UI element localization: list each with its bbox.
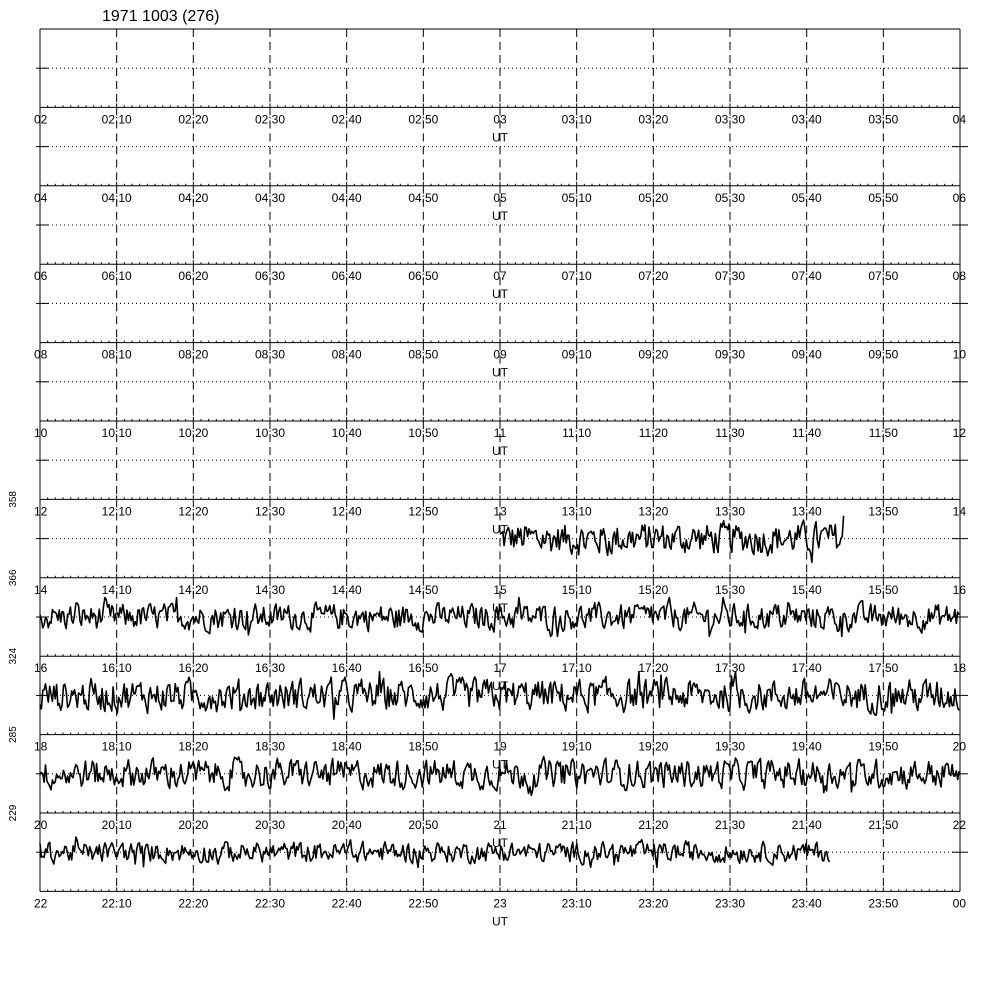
x-tick-label: 16 xyxy=(34,661,48,676)
x-tick-label: 13:50 xyxy=(868,504,899,519)
x-tick-label: 12:20 xyxy=(178,504,209,519)
ut-axis-label: UT xyxy=(492,365,508,380)
x-tick-label: 12 xyxy=(952,426,966,440)
x-tick-label: 08:20 xyxy=(178,347,209,362)
x-tick-label: 07:20 xyxy=(638,269,669,284)
x-tick-label: 04:50 xyxy=(408,190,439,205)
x-tick-label: 10:50 xyxy=(408,426,439,440)
x-tick-label: 20:30 xyxy=(254,818,286,832)
ut-axis-label: UT xyxy=(492,757,508,772)
x-tick-label: 22 xyxy=(34,896,48,911)
x-tick-label: 15:10 xyxy=(561,582,592,597)
x-tick-label: 02 xyxy=(34,112,48,127)
ut-axis-label: UT xyxy=(492,208,508,223)
x-tick-label: 15:20 xyxy=(638,582,669,597)
ut-axis-label: UT xyxy=(492,130,508,145)
x-tick-label: 16 xyxy=(952,582,966,597)
x-tick-label: 18:30 xyxy=(254,739,286,754)
ut-axis-label: UT xyxy=(492,444,508,458)
x-tick-label: 21:40 xyxy=(791,818,822,832)
x-tick-label: 18 xyxy=(34,739,48,754)
x-tick-label: 18:20 xyxy=(178,739,209,754)
x-tick-label: 18:10 xyxy=(101,739,132,754)
x-tick-label: 13:40 xyxy=(791,504,822,519)
x-tick-label: 10 xyxy=(34,426,48,440)
x-tick-label: 05:20 xyxy=(638,190,669,205)
x-tick-label: 06:20 xyxy=(178,269,209,284)
x-tick-label: 23 xyxy=(493,896,507,911)
x-tick-label: 14 xyxy=(34,582,48,597)
x-tick-label: 21:30 xyxy=(714,818,746,832)
x-tick-label: 11:40 xyxy=(792,426,822,440)
x-tick-label: 09:10 xyxy=(561,347,592,362)
x-tick-label: 08:40 xyxy=(331,347,362,362)
x-tick-label: 16:40 xyxy=(331,661,362,676)
x-tick-label: 06:30 xyxy=(254,269,286,284)
x-tick-label: 08:30 xyxy=(254,347,286,362)
x-tick-label: 20:10 xyxy=(101,818,132,832)
ut-axis-label: UT xyxy=(492,522,508,537)
x-tick-label: 20 xyxy=(952,739,966,754)
x-tick-label: 19:40 xyxy=(791,739,822,754)
x-tick-label: 11 xyxy=(493,426,507,440)
x-tick-label: 11:30 xyxy=(715,426,745,440)
x-tick-label: 23:40 xyxy=(791,896,822,911)
x-tick-label: 03:20 xyxy=(638,112,669,127)
station-y-label: 324 xyxy=(8,647,19,665)
x-tick-label: 22:40 xyxy=(331,896,362,911)
x-tick-label: 21 xyxy=(493,818,507,832)
x-tick-label: 19:30 xyxy=(714,739,746,754)
x-tick-label: 12:50 xyxy=(408,504,439,519)
x-tick-label: 10:30 xyxy=(254,426,286,440)
x-tick-label: 16:10 xyxy=(101,661,132,676)
x-tick-label: 23:30 xyxy=(714,896,746,911)
x-tick-label: 22:30 xyxy=(254,896,286,911)
x-tick-label: 17:40 xyxy=(791,661,822,676)
x-tick-label: 19:10 xyxy=(561,739,592,754)
x-tick-label: 09:30 xyxy=(714,347,746,362)
x-tick-label: 08 xyxy=(34,347,48,362)
x-tick-label: 07 xyxy=(493,269,507,284)
x-tick-label: 23:50 xyxy=(868,896,899,911)
x-tick-label: 10 xyxy=(952,347,966,362)
x-tick-label: 19:50 xyxy=(868,739,899,754)
x-tick-label: 03:30 xyxy=(714,112,746,127)
x-tick-label: 12:40 xyxy=(331,504,362,519)
x-tick-label: 06 xyxy=(952,190,966,205)
x-tick-label: 16:20 xyxy=(178,661,209,676)
x-tick-label: 18:40 xyxy=(331,739,362,754)
x-tick-label: 10:20 xyxy=(178,426,209,440)
x-tick-label: 10:40 xyxy=(331,426,362,440)
x-tick-label: 17:50 xyxy=(868,661,899,676)
x-tick-label: 23:10 xyxy=(561,896,592,911)
x-tick-label: 06:50 xyxy=(408,269,439,284)
x-tick-label: 13:10 xyxy=(561,504,592,519)
x-tick-label: 14:40 xyxy=(331,582,362,597)
ut-axis-label: UT xyxy=(492,679,508,694)
x-tick-label: 06:10 xyxy=(101,269,132,284)
x-tick-label: 20:50 xyxy=(408,818,439,832)
x-tick-label: 06:40 xyxy=(331,269,362,284)
x-tick-label: 16:50 xyxy=(408,661,439,676)
x-tick-label: 02:10 xyxy=(101,112,132,127)
x-tick-label: 04:10 xyxy=(101,190,132,205)
x-tick-label: 02:30 xyxy=(254,112,286,127)
x-tick-label: 22:20 xyxy=(178,896,209,911)
ut-axis-label: UT xyxy=(492,600,508,615)
x-tick-label: 03:10 xyxy=(561,112,592,127)
x-tick-label: 04 xyxy=(952,112,966,127)
station-y-label: 229 xyxy=(8,804,19,822)
x-tick-label: 08 xyxy=(952,269,966,284)
x-tick-label: 11:50 xyxy=(868,426,898,440)
x-tick-label: 15 xyxy=(493,582,507,597)
x-tick-label: 05:50 xyxy=(868,190,899,205)
x-tick-label: 04 xyxy=(34,190,48,205)
x-tick-label: 04:40 xyxy=(331,190,362,205)
x-tick-label: 05:40 xyxy=(791,190,822,205)
x-tick-label: 15:30 xyxy=(714,582,746,597)
x-tick-label: 09 xyxy=(493,347,507,362)
x-tick-label: 16:30 xyxy=(254,661,286,676)
x-tick-label: 07:50 xyxy=(868,269,899,284)
panels-group xyxy=(8,29,968,928)
x-tick-label: 09:50 xyxy=(868,347,899,362)
x-tick-label: 15:50 xyxy=(868,582,899,597)
x-tick-label: 10:10 xyxy=(101,426,132,440)
x-tick-label: 17:20 xyxy=(638,661,669,676)
x-tick-label: 18:50 xyxy=(408,739,439,754)
station-y-label: 285 xyxy=(8,726,19,743)
x-tick-label: 22:50 xyxy=(408,896,439,911)
x-tick-label: 17 xyxy=(493,661,507,676)
x-tick-label: 21:10 xyxy=(561,818,592,832)
x-tick-label: 13:30 xyxy=(714,504,746,519)
chart-title: 1971 1003 (276) xyxy=(102,8,220,25)
station-y-label: 366 xyxy=(8,569,19,587)
x-tick-label: 20 xyxy=(34,818,48,832)
x-tick-label: 18 xyxy=(952,661,966,676)
x-tick-label: 12:30 xyxy=(254,504,286,519)
x-tick-label: 03 xyxy=(493,112,507,127)
ut-axis-label: UT xyxy=(492,914,508,929)
x-tick-label: 06 xyxy=(34,269,48,284)
x-tick-label: 02:40 xyxy=(331,112,362,127)
x-tick-label: 03:50 xyxy=(868,112,899,127)
x-tick-label: 19 xyxy=(493,739,507,754)
x-tick-label: 11:10 xyxy=(562,426,592,440)
x-tick-label: 22 xyxy=(952,818,966,832)
x-tick-label: 14:30 xyxy=(254,582,286,597)
x-tick-label: 12:10 xyxy=(101,504,132,519)
x-tick-label: 22:10 xyxy=(101,896,132,911)
x-tick-label: 20:20 xyxy=(178,818,209,832)
x-tick-label: 13:20 xyxy=(638,504,669,519)
ut-axis-label: UT xyxy=(492,836,508,850)
x-tick-label: 07:30 xyxy=(714,269,746,284)
seismic-trace xyxy=(40,837,829,867)
x-tick-label: 17:10 xyxy=(561,661,592,676)
x-tick-label: 21:50 xyxy=(868,818,899,832)
x-tick-label: 09:40 xyxy=(791,347,822,362)
x-tick-label: 15:40 xyxy=(791,582,822,597)
x-tick-label: 05:30 xyxy=(714,190,746,205)
x-tick-label: 20:40 xyxy=(331,818,362,832)
x-tick-label: 14:50 xyxy=(408,582,439,597)
x-tick-label: 07:10 xyxy=(561,269,592,284)
x-tick-label: 00 xyxy=(952,896,966,911)
x-tick-label: 11:20 xyxy=(638,426,668,440)
station-y-label: 358 xyxy=(8,491,19,508)
x-tick-label: 07:40 xyxy=(791,269,822,284)
x-tick-label: 12 xyxy=(34,504,48,519)
x-tick-label: 08:10 xyxy=(101,347,132,362)
x-tick-label: 05:10 xyxy=(561,190,592,205)
x-tick-label: 21:20 xyxy=(638,818,669,832)
x-tick-label: 02:20 xyxy=(178,112,209,127)
x-tick-label: 14 xyxy=(952,504,966,519)
x-tick-label: 23:20 xyxy=(638,896,669,911)
x-tick-label: 08:50 xyxy=(408,347,439,362)
x-tick-label: 04:30 xyxy=(254,190,286,205)
x-tick-label: 19:20 xyxy=(638,739,669,754)
x-tick-label: 03:40 xyxy=(791,112,822,127)
x-tick-label: 09:20 xyxy=(638,347,669,362)
x-tick-label: 04:20 xyxy=(178,190,209,205)
x-tick-label: 13 xyxy=(493,504,507,519)
ut-axis-label: UT xyxy=(492,287,508,302)
x-tick-label: 14:10 xyxy=(101,582,132,597)
x-tick-label: 02:50 xyxy=(408,112,439,127)
x-tick-label: 14:20 xyxy=(178,582,209,597)
x-tick-label: 05 xyxy=(493,190,507,205)
x-tick-label: 17:30 xyxy=(714,661,746,676)
